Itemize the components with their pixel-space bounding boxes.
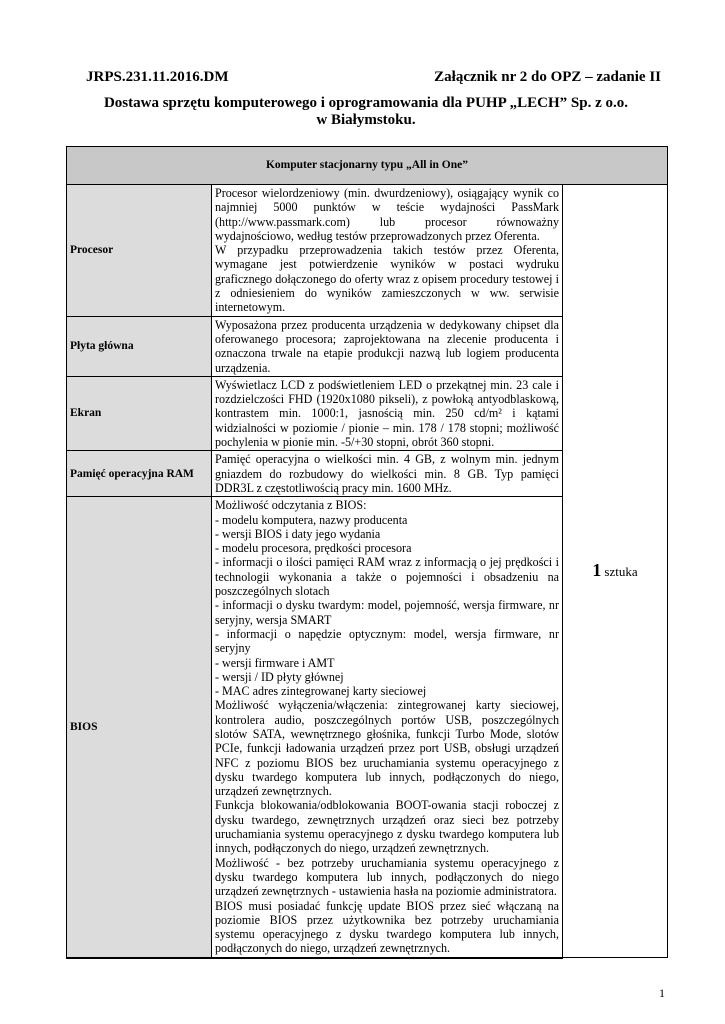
spec-description [212, 316, 563, 376]
description-paragraph: - informacji o dysku twardym: model, pojemność, wersja firmware, nr seryjny, wersja SMART [215, 598, 559, 627]
spec-description [212, 376, 563, 450]
attachment-label: Załącznik nr 2 do OPZ – zadanie II [434, 69, 661, 85]
spec-description [212, 451, 563, 497]
description-paragraph: - informacji o napędzie optycznym: model, wersja firmware, nr seryjny [215, 626, 559, 656]
document-title [66, 95, 666, 129]
description-paragraph: BIOS musi posiadać funkcję update BIOS przez sieć włączaną na poziomie BIOS przez użytkownika bez potrzeby uruchamiania systemu operacyjnego z dysku twardego komputera lub innych, podłączonych do niego, urządzeń zewnętrznych. [215, 898, 559, 956]
page-number: 1 [659, 986, 665, 1000]
description-paragraph: - wersji / ID płyty głównej [215, 669, 344, 684]
quantity-unit: sztuka [604, 563, 638, 579]
description-paragraph: Możliwość - bez potrzeby uruchamiania systemu operacyjnego z dysku twardego komputera lub innych, podłączonych do niego urządzeń zewnętrznych - ustawienia hasła na poziomie administratora. [215, 855, 559, 899]
spec-table [66, 146, 668, 959]
spec-label: BIOS [67, 497, 212, 958]
description-paragraph: Wyświetlacz LCD z podświetleniem LED o przekątnej min. 23 cale i rozdzielczości FHD (1920x1080 pikseli), z powłoką antyodblaskową, kontrastem min. 1000:1, jasnością min. 250 cd/m² i kątami widzialności w poziomie / pionie – min. 178 / 178 stopni; możliwość pochylenia w pionie min. -5/+30 stopni, obrót 360 stopni. [215, 377, 559, 450]
spec-label: Ekran [67, 376, 212, 450]
description-paragraph: - wersji BIOS i daty jego wydania [215, 526, 381, 541]
description-paragraph: Możliwość wyłączenia/włączenia: zintegrowanej karty sieciowej, kontrolera audio, poszczególnych portów USB, poszczególnych slotów SATA, wewnętrznego głośnika, funkcji Turbo Mode, slotów PCIe, funkcji ładowania urządzeń przez port USB, obsługi urządzeń NFC z poziomu BIOS bez uruchamiania systemu operacyjnego z dysku twardego komputera lub innych, podłączonych do niego, urządzeń zewnętrznych. [215, 698, 559, 799]
spec-description [212, 497, 563, 958]
title-line-1: Dostawa sprzętu komputerowego i oprogramowania dla PUHP „LECH” Sp. z o.o. [103, 95, 629, 111]
description-paragraph: - modelu komputera, nazwy producenta [215, 512, 408, 527]
description-paragraph: - informacji o ilości pamięci RAM wraz z informacją o jej prędkości i technologii wykonania a także o pojemności i obsadzeniu na poszczególnych slotach [215, 555, 559, 599]
description-paragraph: Procesor wielordzeniowy (min. dwurdzeniowy), osiągający wynik co najmniej 5000 punktów w teście wydajności PassMark (http://www.passmark.com) lub procesor równoważny wydajnościowo, według testów przeprowadzonych przez Oferenta. [215, 186, 559, 243]
title-line-2: w Białymstoku. [316, 112, 416, 128]
description-paragraph: - wersji firmware i AMT [215, 655, 335, 670]
description-paragraph: W przypadku przeprowadzenia takich testów przez Oferenta, wymagane jest potwierdzenie wyników w postaci wydruku graficznego dołączonego do oferty wraz z opisem procedury testowej i z odniesieniem do wyników zamieszczonych w ww. serwisie internetowym. [215, 243, 559, 315]
spec-label: Pamięć operacyjna RAM [67, 451, 212, 497]
spec-row-procesor [67, 185, 668, 317]
spec-label: Procesor [67, 185, 212, 317]
table-heading: Komputer stacjonarny typu „All in One” [67, 147, 668, 185]
description-paragraph: Możliwość odczytania z BIOS: [215, 498, 367, 513]
spec-description [212, 185, 563, 317]
description-paragraph: - modelu procesora, prędkości procesora [215, 541, 412, 556]
description-paragraph: Funkcja blokowania/odblokowania BOOT-owania stacji roboczej z dysku twardego, zewnętrznych urządzeń oraz sieci bez potrzeby uruchamiania systemu operacyjnego z dysku twardego komputera lub innych, podłączonych do niego, urządzeń zewnętrznych. [215, 798, 559, 856]
description-paragraph: - MAC adres zintegrowanej karty sieciowej [215, 684, 427, 699]
document-reference: JRPS.231.11.2016.DM [86, 69, 229, 85]
description-paragraph: Wyposażona przez producenta urządzenia w dedykowany chipset dla oferowanego procesora; zaprojektowana na zlecenie producenta i oznaczona trwale na etapie produkcji nazwą lub logiem producenta urządzenia. [215, 317, 559, 375]
quantity-number: 1 [592, 559, 602, 580]
spec-label: Płyta główna [67, 316, 212, 376]
quantity-cell [563, 185, 668, 958]
description-paragraph: Pamięć operacyjna o wielkości min. 4 GB, z wolnym min. jednym gniazdem do rozbudowy do wielkości min. 8 GB. Typ pamięci DDR3L z częstotliwością pracy min. 1600 MHz. [215, 452, 559, 495]
